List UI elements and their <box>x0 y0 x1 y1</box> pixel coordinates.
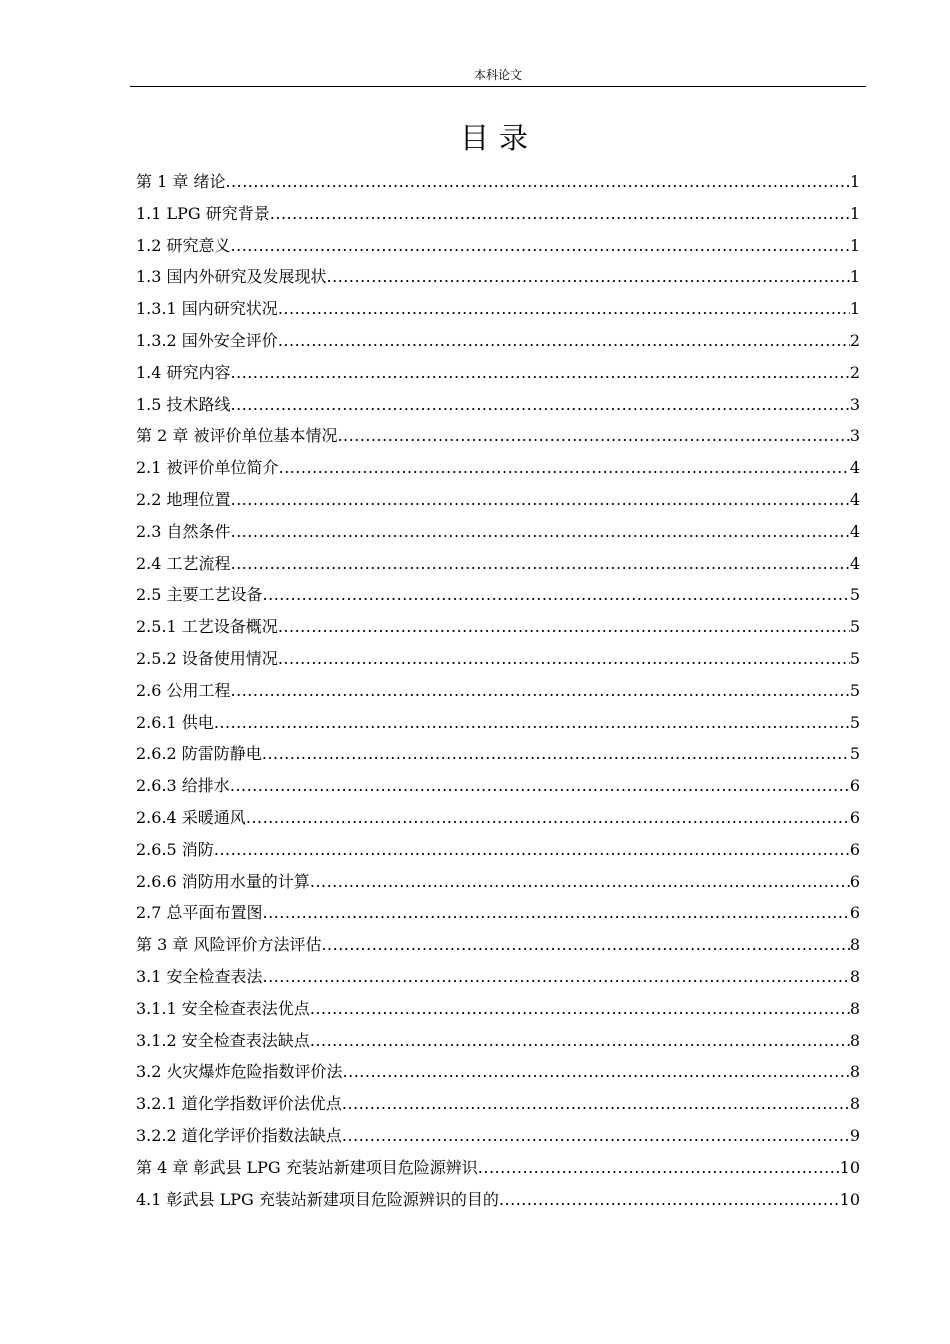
toc-entry-label: 3.2.1 道化学指数评价法优点 <box>136 1094 342 1114</box>
toc-leader-dots <box>478 1152 840 1184</box>
toc-entry-label: 2.6.6 消防用水量的计算 <box>136 871 310 891</box>
toc-leader-dots <box>278 325 850 357</box>
toc-entry[interactable] <box>136 1056 860 1088</box>
toc-entry-label: 第 4 章 彰武县 LPG 充装站新建项目危险源辨识 <box>136 1157 478 1177</box>
toc-entry-page-number: 1 <box>849 267 860 287</box>
toc-leader-dots <box>342 1088 850 1120</box>
toc-entry[interactable] <box>136 929 860 961</box>
toc-entry-page-number: 5 <box>849 744 860 764</box>
header-text: 本科论文 <box>473 68 522 82</box>
toc-entry-label: 2.5.1 工艺设备概况 <box>136 617 278 637</box>
toc-entry[interactable] <box>136 166 860 198</box>
toc-entry[interactable] <box>136 1184 860 1216</box>
toc-entry[interactable] <box>136 993 860 1025</box>
toc-entry-label: 2.4 工艺流程 <box>136 553 231 573</box>
toc-entry[interactable] <box>136 802 860 834</box>
toc-entry-page-number: 8 <box>849 998 860 1018</box>
toc-entry-page-number: 4 <box>849 521 860 541</box>
toc-leader-dots <box>310 866 850 898</box>
toc-leader-dots <box>225 166 849 198</box>
toc-entry[interactable] <box>136 420 860 452</box>
toc-leader-dots <box>310 1025 850 1057</box>
toc-entry[interactable] <box>136 897 860 929</box>
toc-entry-page-number: 4 <box>849 553 860 573</box>
toc-entry-page-number: 4 <box>849 458 860 478</box>
toc-leader-dots <box>246 802 850 834</box>
toc-leader-dots <box>263 897 850 929</box>
toc-entry-label: 2.6 公用工程 <box>136 680 231 700</box>
toc-entry-page-number: 6 <box>849 839 860 859</box>
toc-leader-dots <box>262 738 850 770</box>
toc-entry-label: 3.2 火灾爆炸危险指数评价法 <box>136 1062 343 1082</box>
toc-leader-dots <box>337 420 849 452</box>
toc-entry-page-number: 1 <box>849 235 860 255</box>
toc-leader-dots <box>342 1120 850 1152</box>
toc-entry-page-number: 9 <box>849 1125 860 1145</box>
toc-entry-page-number: 1 <box>849 172 860 191</box>
toc-entry-page-number: 8 <box>849 1062 860 1082</box>
toc-entry-label: 1.3.1 国内研究状况 <box>136 299 278 319</box>
toc-entry-page-number: 5 <box>849 617 860 637</box>
toc-entry-page-number: 6 <box>849 807 860 827</box>
toc-entry-page-number: 1 <box>849 299 860 319</box>
toc-entry-page-number: 5 <box>849 712 860 732</box>
toc-entry[interactable] <box>136 738 860 770</box>
toc-entry-label: 1.3 国内外研究及发展现状 <box>136 267 327 287</box>
toc-leader-dots <box>321 929 849 961</box>
toc-entry[interactable] <box>136 484 860 516</box>
toc-leader-dots <box>231 548 850 580</box>
toc-leader-dots <box>231 389 850 421</box>
toc-entry[interactable] <box>136 770 860 802</box>
toc-entry-page-number: 10 <box>839 1157 860 1177</box>
toc-leader-dots <box>499 1184 840 1216</box>
toc-entry[interactable] <box>136 1088 860 1120</box>
toc-entry[interactable] <box>136 357 860 389</box>
toc-entry[interactable] <box>136 230 860 262</box>
toc-entry-page-number: 2 <box>849 330 860 350</box>
toc-leader-dots <box>230 770 850 802</box>
toc-leader-dots <box>231 675 850 707</box>
toc-entry-page-number: 5 <box>849 648 860 668</box>
toc-entry-label: 2.1 被评价单位简介 <box>136 458 279 478</box>
toc-leader-dots <box>214 834 850 866</box>
toc-leader-dots <box>278 643 850 675</box>
toc-entry[interactable] <box>136 452 860 484</box>
toc-entry[interactable] <box>136 293 860 325</box>
toc-leader-dots <box>214 707 850 739</box>
toc-leader-dots <box>343 1056 850 1088</box>
toc-leader-dots <box>231 484 850 516</box>
toc-entry[interactable] <box>136 198 860 230</box>
table-of-contents <box>136 166 860 1215</box>
toc-leader-dots <box>270 198 850 230</box>
toc-leader-dots <box>278 293 850 325</box>
toc-entry[interactable] <box>136 516 860 548</box>
toc-entry-page-number: 5 <box>849 680 860 700</box>
toc-entry-page-number: 8 <box>849 935 860 955</box>
toc-entry-page-number: 4 <box>849 489 860 509</box>
toc-entry-label: 第 3 章 风险评价方法评估 <box>136 935 322 955</box>
page-title: 目录 <box>459 121 538 155</box>
toc-entry[interactable] <box>136 1025 860 1057</box>
toc-leader-dots <box>279 452 850 484</box>
toc-entry-page-number: 10 <box>839 1189 860 1209</box>
toc-entry-label: 2.5.2 设备使用情况 <box>136 648 278 668</box>
toc-entry-label: 2.6.1 供电 <box>136 712 214 732</box>
toc-leader-dots <box>263 579 850 611</box>
toc-entry-page-number: 2 <box>849 362 860 382</box>
toc-entry-label: 2.2 地理位置 <box>136 489 231 509</box>
toc-entry-page-number: 6 <box>849 871 860 891</box>
toc-entry-page-number: 6 <box>849 776 860 796</box>
toc-entry-label: 4.1 彰武县 LPG 充装站新建项目危险源辨识的目的 <box>136 1189 499 1209</box>
toc-entry-page-number: 8 <box>849 1094 860 1114</box>
toc-entry-label: 2.3 自然条件 <box>136 521 231 541</box>
toc-entry-label: 3.1.2 安全检查表法缺点 <box>136 1030 310 1050</box>
toc-entry[interactable] <box>136 866 860 898</box>
toc-entry[interactable] <box>136 643 860 675</box>
toc-leader-dots <box>263 961 850 993</box>
toc-entry[interactable] <box>136 707 860 739</box>
toc-entry-label: 3.1 安全检查表法 <box>136 966 263 986</box>
toc-entry[interactable] <box>136 548 860 580</box>
toc-entry-page-number: 3 <box>849 426 860 446</box>
toc-leader-dots <box>310 993 850 1025</box>
toc-entry[interactable] <box>136 389 860 421</box>
toc-entry[interactable] <box>136 611 860 643</box>
toc-entry[interactable] <box>136 834 860 866</box>
toc-entry-label: 3.1.1 安全检查表法优点 <box>136 998 310 1018</box>
toc-leader-dots <box>231 230 850 262</box>
toc-entry-label: 3.2.2 道化学评价指数法缺点 <box>136 1125 342 1145</box>
toc-entry-page-number: 8 <box>849 1030 860 1050</box>
toc-entry-label: 1.5 技术路线 <box>136 394 231 414</box>
toc-entry-page-number: 3 <box>849 394 860 414</box>
toc-entry-label: 2.6.5 消防 <box>136 839 214 859</box>
toc-entry-page-number: 6 <box>849 903 860 923</box>
toc-entry[interactable] <box>136 1120 860 1152</box>
toc-leader-dots <box>231 357 850 389</box>
toc-entry-page-number: 1 <box>849 203 860 223</box>
toc-entry-label: 2.7 总平面布置图 <box>136 903 263 923</box>
toc-entry-page-number: 5 <box>849 585 860 605</box>
toc-entry-label: 第 2 章 被评价单位基本情况 <box>136 426 338 446</box>
toc-entry-label: 第 1 章 绪论 <box>136 172 226 191</box>
toc-entry-label: 2.6.3 给排水 <box>136 776 230 796</box>
toc-entry[interactable] <box>136 261 860 293</box>
toc-entry-label: 1.1 LPG 研究背景 <box>136 203 270 223</box>
toc-entry-label: 1.3.2 国外安全评价 <box>136 330 278 350</box>
toc-entry[interactable] <box>136 1152 860 1184</box>
page-header <box>130 66 866 87</box>
toc-entry-page-number: 8 <box>849 966 860 986</box>
toc-entry[interactable] <box>136 961 860 993</box>
toc-entry[interactable] <box>136 325 860 357</box>
toc-leader-dots <box>278 611 850 643</box>
toc-entry[interactable] <box>136 675 860 707</box>
toc-entry-label: 1.4 研究内容 <box>136 362 231 382</box>
toc-leader-dots <box>327 261 850 293</box>
toc-entry-label: 1.2 研究意义 <box>136 235 231 255</box>
toc-entry[interactable] <box>136 579 860 611</box>
toc-leader-dots <box>231 516 850 548</box>
toc-entry-label: 2.5 主要工艺设备 <box>136 585 263 605</box>
toc-entry-label: 2.6.4 采暖通风 <box>136 807 246 827</box>
toc-entry-label: 2.6.2 防雷防静电 <box>136 744 262 764</box>
